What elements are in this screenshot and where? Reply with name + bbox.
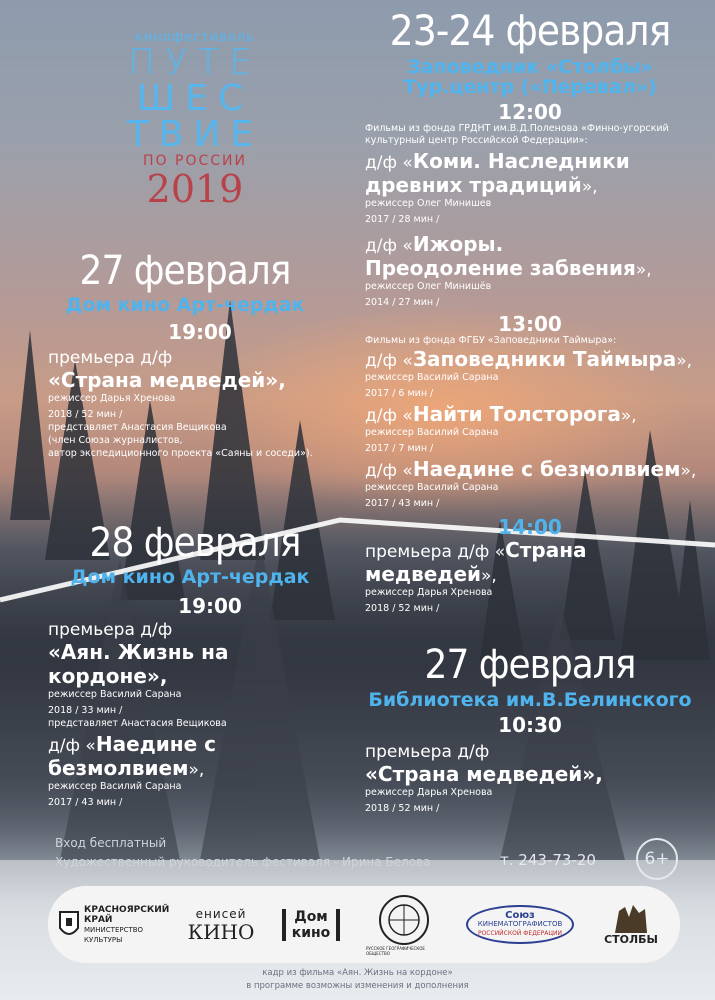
film-prefix: д/ф «	[365, 236, 413, 256]
film-intro: премьера д/ф	[365, 742, 490, 762]
film-director: режиссер Василий Сарана	[48, 781, 182, 792]
presenter-note2: автор экспедиционного проекта «Саяны и соседи»).	[48, 448, 313, 459]
presenter: представляет Анастасия Вещикова	[48, 718, 227, 729]
festival-subtitle: ПО РОССИИ	[143, 153, 247, 169]
film-suffix: »,	[188, 760, 205, 780]
film-title-line	[48, 732, 350, 780]
event-time-1200: 12:00	[498, 100, 562, 124]
kray-ministry-1: МИНИСТЕРСТВО	[84, 925, 144, 934]
film-director: режиссер Дарья Хренова	[365, 787, 493, 798]
film-meta: 2018 / 52 мин /	[48, 409, 123, 420]
photo-caption: кадр из фильма «Аян. Жизнь на кордоне»	[262, 968, 453, 978]
event-venue-1: Заповедник «Столбы»	[407, 56, 653, 78]
event-date: 23-24 февраля	[389, 6, 671, 55]
film-title: «Аян. Жизнь на кордоне»,	[48, 640, 229, 688]
age-rating-badge	[636, 838, 678, 880]
event-feb27-domkino	[40, 248, 340, 460]
film-prefix: д/ф «	[365, 351, 413, 371]
stolby-logo	[596, 886, 666, 963]
film-title: Коми. Наследники	[412, 149, 630, 173]
art-director-note: Художественный руководитель фестиваля - Ирина Белова	[55, 855, 431, 869]
film-meta: 2017 / 6 мин /	[365, 388, 434, 399]
film-director: режиссер Василий Сарана	[365, 482, 499, 493]
event-feb23-24-stolby	[360, 6, 700, 615]
stolby-text: СТОЛБЫ	[604, 933, 658, 946]
domkino-text-1: Дом	[294, 908, 328, 925]
event-venue: Дом кино Арт-чердак	[70, 566, 310, 588]
film-suffix: »,	[620, 406, 637, 426]
event-feb27-library	[360, 642, 700, 815]
film-komi-line2	[365, 173, 700, 197]
event-date: 27 февраля	[424, 642, 636, 688]
film-izhory-line2	[365, 256, 700, 280]
film-prefix: д/ф «	[365, 153, 413, 173]
coat-of-arms-icon	[58, 910, 80, 940]
film-meta: 2017 / 43 мин /	[365, 498, 440, 509]
film-title: древних традиций	[365, 173, 582, 197]
festival-logo	[105, 30, 285, 209]
dom-kino-logo	[276, 886, 346, 963]
film-director: режиссер Олег Минишев	[365, 198, 492, 209]
film-director: режиссер Василий Сарана	[48, 689, 182, 700]
film-title: Наедине с безмолвием	[412, 457, 681, 481]
event-time-1300: 13:00	[498, 312, 562, 336]
film-suffix: »,	[680, 461, 697, 481]
film-komi	[365, 149, 700, 173]
film-prefix: д/ф «	[365, 406, 413, 426]
film-director: режиссер Олег Минишёв	[365, 281, 492, 292]
film-meta: 2018 / 52 мин /	[365, 603, 440, 614]
fund-note-3: Фильмы из фонда ФГБУ «Заповедники Таймыра»:	[365, 335, 617, 346]
kino-text: КИНО	[187, 919, 255, 944]
film-meta: 2017 / 43 мин /	[48, 797, 123, 808]
fund-note-1: Фильмы из фонда ГРДНТ им.В.Д.Поленова «Финно-угорский	[365, 123, 669, 134]
soyuz-text-2: КИНЕМАТОГРАФИСТОВ	[477, 920, 563, 928]
kray-name-1: КРАСНОЯРСКИЙ	[84, 904, 170, 915]
film-title: Преодоление забвения	[365, 256, 636, 280]
presenter-note1: (член Союза журналистов,	[48, 435, 183, 446]
globe-icon	[378, 894, 430, 946]
festival-kicker: кинофестиваль	[135, 30, 255, 45]
film-prefix: д/ф «	[365, 461, 413, 481]
soyuz-text-3: РОССИЙСКОЙ ФЕДЕРАЦИИ	[477, 930, 563, 937]
film-title: Страна медведей	[365, 538, 587, 586]
event-venue-2: Тур.центр («Перевал»)	[403, 76, 657, 98]
film-suffix: »,	[676, 351, 693, 371]
domkino-text-2: кино	[291, 924, 331, 941]
event-venue: Библиотека им.В.Белинского	[368, 689, 692, 711]
krasnoyarsk-kray-logo	[58, 886, 178, 963]
presenter: представляет Анастасия Вещикова	[48, 422, 227, 433]
film-title: Ижоры.	[412, 232, 504, 256]
enisey-kino-logo	[186, 886, 256, 963]
film-director: режиссер Дарья Хренова	[48, 393, 176, 404]
film-taimyr	[365, 347, 700, 371]
film-title: Найти Толсторога	[412, 402, 621, 426]
rgo-text: РУССКОЕ ГЕОГРАФИЧЕСКОЕ ОБЩЕСТВО	[366, 945, 425, 956]
rock-pillars-icon	[611, 903, 651, 933]
soyuz-text-1: Союз	[505, 910, 535, 921]
kray-name-2: КРАЙ	[84, 914, 113, 925]
film-suffix: »,	[581, 177, 598, 197]
free-entry-note: Вход бесплатный	[55, 836, 167, 850]
event-time: 10:30	[498, 713, 562, 737]
film-suffix: »,	[481, 566, 497, 586]
film-title: «Страна медведей»,	[365, 762, 603, 786]
event-time-1400: 14:00	[498, 515, 562, 539]
festival-word-line1: ПУТЕ	[128, 42, 262, 83]
film-director: режиссер Василий Сарана	[365, 427, 499, 438]
film-bears	[365, 538, 700, 586]
festival-word-line3: ТВИЕ	[126, 114, 264, 155]
film-suffix: »,	[635, 260, 652, 280]
soyuz-kinematografistov-logo	[460, 886, 580, 963]
event-date: 27 февраля	[79, 248, 291, 294]
enisey-text: енисей	[195, 906, 247, 921]
event-time: 19:00	[168, 320, 232, 344]
rgo-logo	[366, 886, 442, 963]
film-title: «Страна медведей»,	[48, 368, 286, 392]
film-meta: 2017 / 28 мин /	[365, 214, 440, 225]
age-rating-text: 6+	[644, 849, 670, 869]
program-change-note: в программе возможны изменения и дополнения	[246, 981, 469, 991]
festival-year: 2019	[146, 167, 244, 211]
partner-logos-bar	[48, 886, 680, 963]
fund-note-2: культурный центр Российской Федерации»:	[365, 135, 588, 146]
event-venue: Дом кино Арт-чердак	[65, 294, 305, 316]
film-prefix: д/ф «	[48, 736, 96, 756]
film-intro: премьера д/ф	[48, 620, 173, 640]
film-intro: премьера д/ф	[48, 348, 173, 368]
film-izhory	[365, 232, 700, 256]
event-date: 28 февраля	[89, 520, 301, 566]
film-title: Наедине с безмолвием	[48, 732, 216, 780]
film-director: режиссер Василий Сарана	[365, 372, 499, 383]
film-tolstorog	[365, 402, 700, 426]
kray-ministry-2: КУЛЬТУРЫ	[84, 935, 123, 944]
film-prefix: премьера д/ф «	[365, 542, 506, 562]
film-silence	[365, 457, 700, 481]
film-meta: 2018 / 33 мин /	[48, 705, 123, 716]
film-meta: 2017 / 7 мин /	[365, 443, 434, 454]
film-meta: 2014 / 27 мин /	[365, 297, 440, 308]
event-time: 19:00	[178, 594, 242, 618]
event-feb28-domkino	[40, 520, 350, 809]
festival-word-line2: ШЕС	[136, 78, 254, 119]
film-meta: 2018 / 52 мин /	[365, 803, 440, 814]
film-director: режиссер Дарья Хренова	[365, 587, 493, 598]
phone: т. 243-73-20	[500, 851, 596, 869]
film-title: Заповедники Таймыра	[412, 347, 677, 371]
